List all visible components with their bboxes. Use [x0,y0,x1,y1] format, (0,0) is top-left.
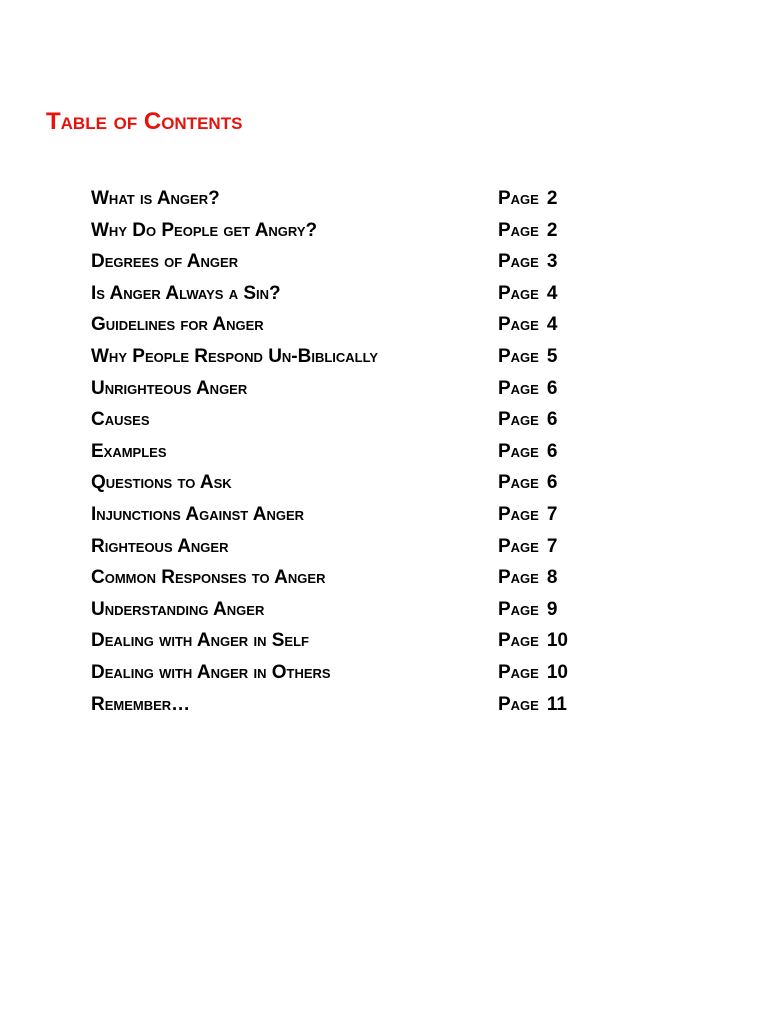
page-label: Page [498,630,539,652]
toc-entry-page [498,436,557,468]
toc-entry-page [498,309,557,341]
page-label: Page [498,251,539,273]
toc-entry [91,215,611,247]
page-label: Page [498,282,539,304]
page-label: Page [498,567,539,589]
page-number: 6 [546,377,558,399]
page-label: Page [498,598,539,620]
toc-entry [91,625,611,657]
page-number: 2 [546,188,558,209]
page-label: Page [498,503,539,525]
toc-entry [91,689,611,721]
page-label: Page [498,661,539,683]
toc-entry-title: Examples [91,440,167,462]
toc-entry [91,309,611,341]
page-number: 2 [546,219,558,241]
page-label: Page [498,472,539,494]
toc-entry-page [498,562,557,594]
toc-entry-page [498,499,557,531]
toc-entry [91,246,611,278]
page-number: 3 [546,251,558,273]
toc-entry [91,183,611,215]
toc-entry-page [498,594,557,626]
toc-entry-title: Why Do People get Angry? [91,219,318,241]
toc-entry-page [498,373,557,405]
page-label: Page [498,535,539,557]
toc-entry [91,436,611,468]
page-label: Page [498,314,539,336]
toc-entry-title: Causes [91,409,150,431]
page-label: Page [498,693,539,715]
toc-entry-title: Remember… [91,693,191,715]
toc-entry [91,467,611,499]
page-number: 7 [546,503,558,525]
toc-entry [91,278,611,310]
toc-entry-title: Unrighteous Anger [91,377,248,399]
toc-entry-page [498,215,557,247]
toc-entry-title: Guidelines for Anger [91,314,264,336]
page-label: Page [498,219,539,241]
page-number: 8 [546,567,558,589]
toc-entry-page [498,341,557,373]
page-number: 7 [546,535,558,557]
page-number: 6 [546,472,558,494]
page-number: 6 [546,409,558,431]
toc-entry-page [498,531,557,563]
toc-entry-page [498,278,557,310]
toc-entry [91,657,611,689]
toc-entry [91,341,611,373]
page-number: 11 [546,693,567,715]
page-label: Page [498,377,539,399]
toc-entry [91,373,611,405]
toc-entry-page [498,657,568,689]
toc-entry-page [498,625,568,657]
toc-entry-title: Common Responses to Anger [91,567,326,589]
page-label: Page [498,345,539,367]
toc-entry [91,499,611,531]
page-number: 9 [546,598,558,620]
toc-entry [91,531,611,563]
page-label: Page [498,409,539,431]
toc-entry-page [498,246,557,278]
toc-entry-title: Why People Respond Un-Biblically [91,345,379,367]
page-number: 10 [546,661,568,683]
toc-entry-page [498,467,557,499]
toc-entry [91,594,611,626]
page-number: 4 [546,314,558,336]
toc-entry-title: Dealing with Anger in Others [91,661,331,683]
toc-entry-title: Understanding Anger [91,598,265,620]
toc-entry-title: Questions to Ask [91,472,232,494]
page-number: 6 [546,440,558,462]
toc-entry-page [498,404,557,436]
toc-entry [91,562,611,594]
toc-entry-title: Injunctions Against Anger [91,503,305,525]
toc-list [91,183,611,720]
toc-entry-title: Dealing with Anger in Self [91,630,309,652]
toc-entry-title: Degrees of Anger [91,251,239,273]
page-number: 10 [546,630,568,652]
page-number: 4 [546,282,558,304]
page-label: Page [498,440,539,462]
toc-entry-title: Is Anger Always a Sin? [91,282,281,304]
page-label: Page [498,188,539,209]
toc-entry-page [498,183,557,215]
page-number: 5 [546,345,558,367]
toc-entry-title: Righteous Anger [91,535,229,557]
toc-entry-page [498,689,567,721]
toc-title: Table of Contents [46,108,243,135]
toc-entry-title: What is Anger? [91,188,220,209]
toc-entry [91,404,611,436]
